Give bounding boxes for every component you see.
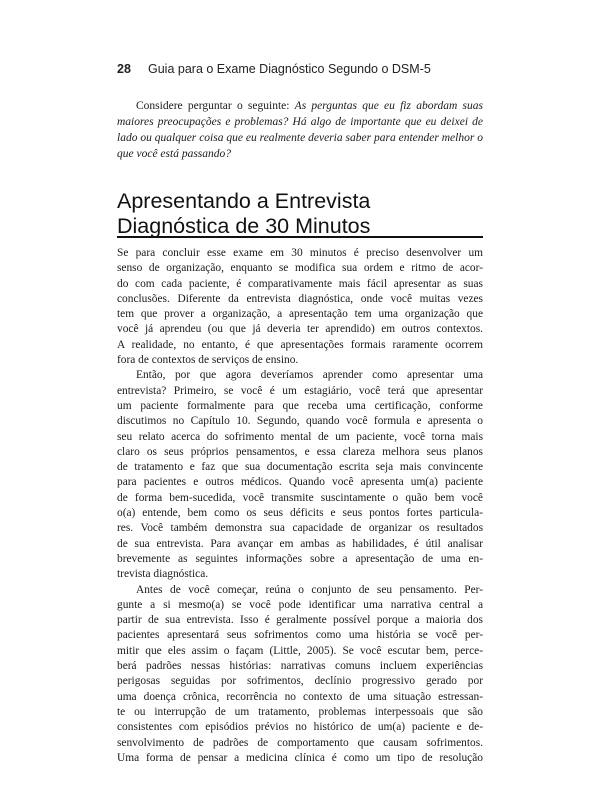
text-line: claro os seus próprios pensamentos, e essa clareza melhora seus planos (117, 445, 483, 458)
text-line: de forma bem-sucedida, você transmite suscintamente o quão bem você (117, 491, 483, 504)
text-line: A realidade, no entanto, é que apresentações formais raramente ocorrem (117, 338, 483, 351)
text-line: tem que prover a organização, a apresentação tem uma organização que (117, 308, 483, 321)
text-line: perigosas seguidas por sofrimentos, declínio progressivo gerado por (117, 675, 483, 688)
text-line: o(a) entende, bem como os seus déficits e seus pontos fortes particula- (117, 507, 483, 520)
running-header (117, 62, 517, 78)
text-line: um paciente formalmente para que receba uma certificação, conforme (117, 399, 483, 412)
text-line: te ou interrupção de um tratamento, problemas interpessoais que são (117, 705, 483, 718)
text-line: entrevista? Primeiro, se você é um estagiário, você terá que apresentar (117, 384, 483, 397)
section-heading-line-1: Apresentando a Entrevista (117, 189, 371, 213)
body-paragraph (117, 368, 483, 582)
text-line: partir de sua entrevista. Isso é geralmente possível porque a maioria dos (117, 614, 483, 627)
intro-question: As perguntas que eu fiz abordam suas maiores preocupações e problemas? Há algo de importante que eu deixei de lado ou qualquer coisa que eu realmente deveria saber para entender melhor o que você está passando? (117, 100, 483, 160)
text-line: seu relato acerca do sofrimento mental de um paciente, você torna mais (117, 430, 483, 443)
text-line: brevemente as seguintes informações sobre a apresentação de uma en- (117, 552, 483, 565)
text-line: de tratamento e faz que sua documentação escrita seja mais convincente (117, 461, 483, 474)
text-line: conclusões. Diferente da entrevista diagnóstica, onde você muitas vezes (117, 292, 483, 305)
section-heading-line-2: Diagnóstica de 30 Minutos (117, 214, 371, 238)
text-line: mitir que eles assim o façam (Little, 2005). Se você escutar bem, perce- (117, 644, 483, 657)
text-line: do com cada paciente, é comparativamente mais fácil apresentar as suas (117, 277, 483, 290)
text-line: pacientes apresentará seus sofrimentos como uma história se você per- (117, 629, 483, 642)
text-line: discutimos no Capítulo 10. Segundo, quando você formula e apresenta o (117, 415, 483, 428)
text-line: de sua entrevista. Para avançar em ambas as habilidades, é útil analisar (117, 537, 483, 550)
text-line: Se para concluir esse exame em 30 minutos é preciso desenvolver um (117, 247, 483, 259)
text-line: para pacientes e outros médicos. Quando você apresenta um(a) paciente (117, 476, 483, 489)
page-number: 28 (117, 62, 131, 76)
text-line: res. Você também demonstra sua capacidade de organizar os resultados (117, 522, 483, 535)
intro-lead: Considere perguntar o seguinte: (136, 100, 295, 112)
text-line: senvolvimento de padrões de comportamento que causam sofrimentos. (117, 736, 483, 749)
body-text (117, 246, 483, 766)
running-title: Guia para o Exame Diagnóstico Segundo o DSM-5 (148, 62, 431, 76)
section-heading (117, 189, 487, 239)
text-line: Uma forma de pensar a medicina clínica é como um tipo de resolução (117, 751, 483, 764)
text-line: uma doença crônica, recorrência no contexto de uma situação estressan- (117, 690, 483, 703)
text-line: você já aprendeu (ou que já deveria ter aprendido) em outros contextos. (117, 323, 483, 336)
text-line: berá padrões nessas histórias: narrativas comuns incluem experiências (117, 660, 483, 673)
text-line: trevista diagnóstica. (117, 568, 209, 581)
text-line: consistentes com episódios prévios no histórico de um(a) paciente e de- (117, 721, 483, 734)
section-rule (117, 236, 483, 238)
text-line: fora de contextos de serviços de ensino. (117, 354, 299, 367)
body-paragraph (117, 246, 483, 368)
text-line: senso de organização, enquanto se modifica sua ordem e ritmo de acor- (117, 262, 483, 275)
text-line: Antes de você começar, reúna o conjunto de seu pensamento. Per- (136, 583, 483, 596)
text-line: gunte a si mesmo(a) se você pode identificar uma narrativa central a (117, 598, 483, 611)
body-paragraph (117, 583, 483, 767)
intro-paragraph (117, 98, 483, 162)
text-line: Então, por que agora deveríamos aprender como apresentar uma (136, 369, 483, 382)
